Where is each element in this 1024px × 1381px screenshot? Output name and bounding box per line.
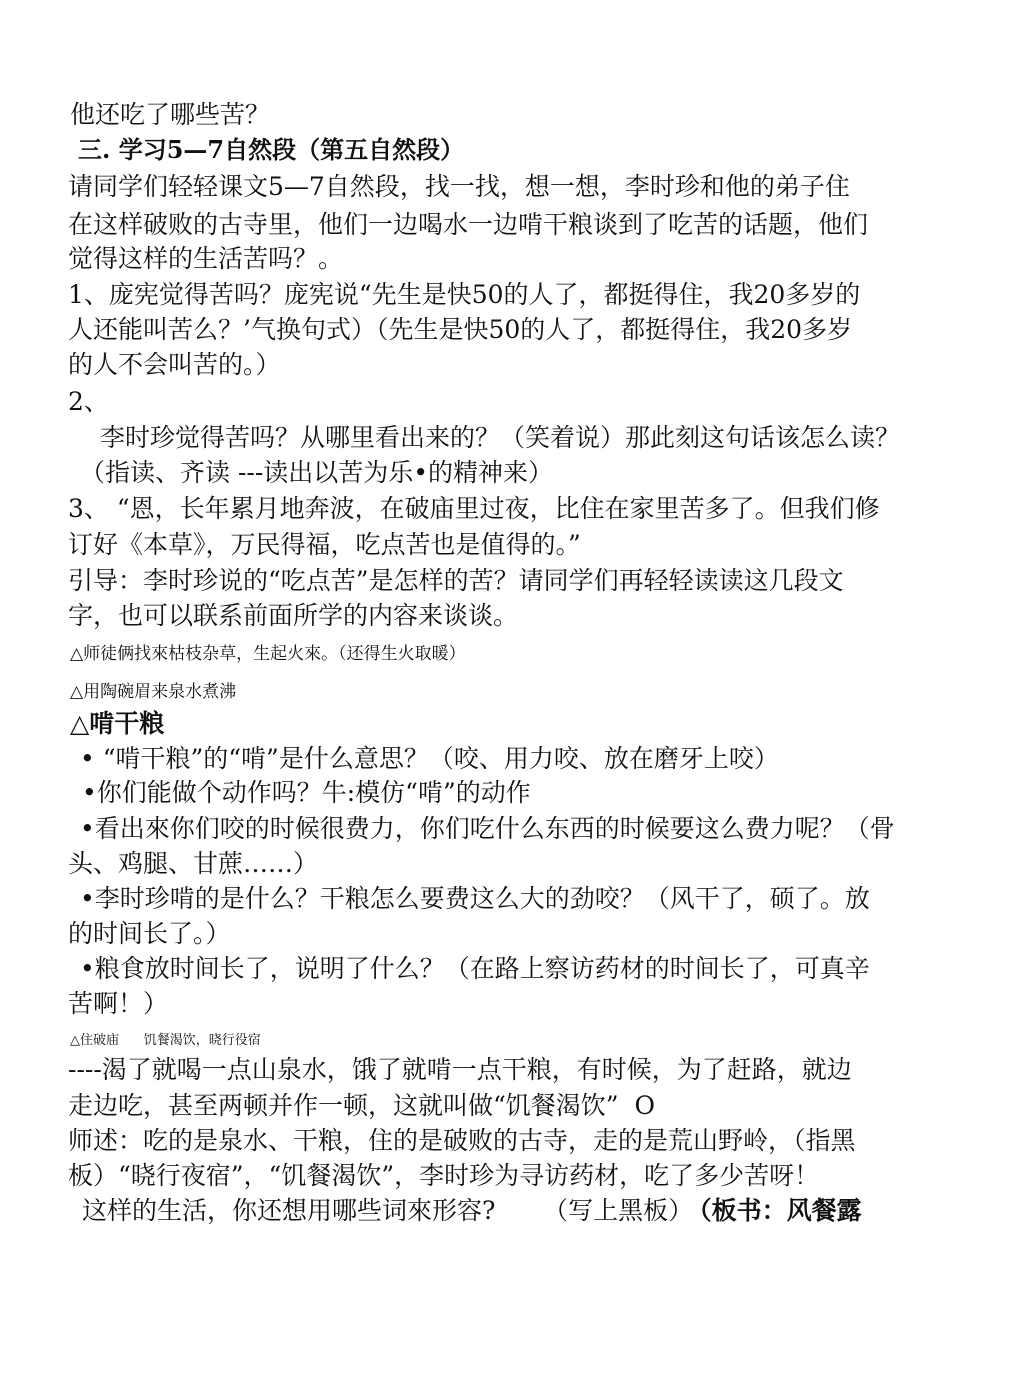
bullet-item: •粮食放时间长了，说明了什么？（在路上察访药材的时间长了，可真辛 xyxy=(80,954,870,983)
text-line: 的时间长了。） xyxy=(68,919,231,948)
text-line: 师述：吃的是泉水、干粮，住的是破败的古寺，走的是荒山野岭，（指黑 xyxy=(68,1126,856,1155)
section-heading: 三. 学习5—7自然段（第五自然段） xyxy=(78,135,465,164)
closing-question: 这样的生活，你还想用哪些词來形容? （写上黑板） xyxy=(82,1196,694,1225)
subheading: △啃干粮 xyxy=(70,709,165,738)
bullet-item: •李时珍啃的是什么？干粮怎么要费这么大的劲咬？（风干了，硕了。放 xyxy=(80,884,870,913)
text-line: 订好《本草》，万民得福，吃点苦也是值得的。” xyxy=(68,530,581,559)
text-line: 板）“晓行夜宿”，“饥餐渴饮”，李时珍为寻访药材，吃了多少苦呀！ xyxy=(68,1161,820,1190)
text-line: 引导：李时珍说的“吃点苦”是怎样的苦？请同学们再轻轻读读这几段文 xyxy=(68,566,844,595)
text-line: 1、庞宪觉得苦吗？庞宪说“先生是快50的人了，都挺得住，我20多岁的 xyxy=(68,280,861,309)
bullet-item: • “啃干粮”的“啃”是什么意思？（咬、用力咬、放在磨牙上咬） xyxy=(80,744,779,773)
text-line: 的人不会叫苦的。） xyxy=(68,350,281,379)
bullet-item: •你们能做个动作吗？牛:模仿“啃”的动作 xyxy=(82,778,531,807)
text-line: 李时珍觉得苦吗？从哪里看出来的？（笑着说）那此刻这句话该怎么读？ xyxy=(100,423,901,452)
text-line: 人还能叫苦么？’气换句式）（先生是快50的人了，都挺得住，我20多岁 xyxy=(68,315,853,344)
text-line: 字，也可以联系前面所学的内容来谈谈。 xyxy=(68,601,519,630)
text-line: （指读、齐读 ---读出以苦为乐•的精神来） xyxy=(80,458,554,487)
board-note: （板书：风餐露 xyxy=(699,1196,862,1225)
text-line: 3、 “恩，长年累月地奔波，在破庙里过夜，比住在家里苦多了。但我们修 xyxy=(68,494,880,523)
note-line: △师徒俩找來枯枝杂草，生起火來。（还得生火取暖） xyxy=(70,644,466,664)
bullet-item: •看出來你们咬的时候很费力，你们吃什么东西的时候要这么费力呢？（骨 xyxy=(80,814,895,843)
text-line: 请同学们轻轻课文5—7自然段，找一找，想一想，李时珍和他的弟子住 xyxy=(68,172,850,201)
text-line: 在这样破败的古寺里，他们一边喝水一边啃干粮谈到了吃苦的话题，他们 xyxy=(68,210,869,239)
text-line: 头、鸡腿、甘蔗……） xyxy=(68,849,319,878)
text-line: 他还吃了哪些苦？ xyxy=(70,100,271,129)
text-line: 走边吃，甚至两顿并作一顿，这就叫做“饥餐渴饮” O xyxy=(68,1091,655,1120)
text-line xyxy=(82,1194,862,1228)
text-line: 觉得这样的生活苦吗？。 xyxy=(68,244,344,273)
note-line: △住破庙 饥餐渴饮，晓行役宿 xyxy=(70,1033,261,1048)
note-line: △用陶碗眉来泉水煮沸 xyxy=(70,682,237,702)
text-line: ----渴了就喝一点山泉水，饿了就啃一点干粮，有时候，为了赶路，就边 xyxy=(68,1055,852,1084)
text-line: 2、 xyxy=(68,387,109,416)
text-line: 苦啊！） xyxy=(68,989,169,1018)
